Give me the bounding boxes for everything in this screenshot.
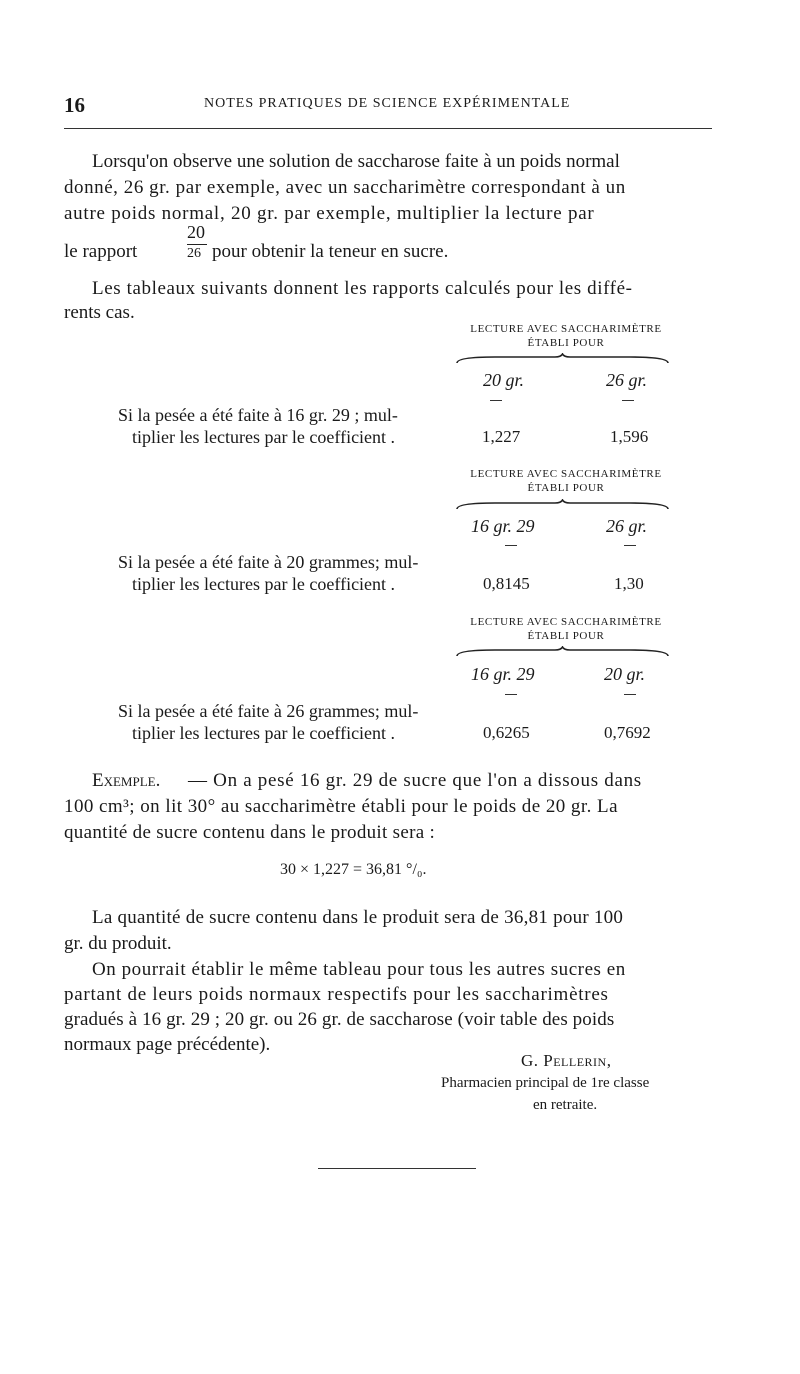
table-3-label-2: tiplier les lectures par le coefficient .	[132, 723, 396, 743]
example-line-2: 100 cm³; on lit 30° au saccharimètre établi pour le poids de 20 gr. La	[64, 796, 618, 817]
end-rule	[318, 1168, 476, 1169]
table-1-dash-1	[490, 400, 502, 401]
table-2-col-1: 16 gr. 29	[471, 516, 535, 536]
table-2-dash-2	[624, 545, 636, 546]
example-formula: 30 × 1,227 = 36,81 °/₀.	[280, 861, 427, 878]
table-1-head-1: LECTURE AVEC SACCHARIMÈTRE	[470, 323, 662, 335]
conclusion-line-4: partant de leurs poids normaux respectifs pour les saccharimètres	[64, 984, 609, 1005]
table-3-brace-icon	[455, 646, 670, 660]
tables-intro-line-2: rents cas.	[64, 302, 135, 323]
fraction-denominator: 26	[187, 246, 201, 261]
tables-intro-line-1: Les tableaux suivants donnent les rapports calculés pour les diffé-	[92, 278, 633, 299]
conclusion-line-2: gr. du produit.	[64, 933, 172, 954]
table-3-value-1: 0,6265	[483, 723, 530, 742]
header-rule	[64, 128, 712, 129]
table-1-dash-2	[622, 400, 634, 401]
table-2-label-2: tiplier les lectures par le coefficient .	[132, 574, 396, 594]
signature-role-1: Pharmacien principal de 1re classe	[441, 1075, 650, 1091]
table-1-value-1: 1,227	[482, 427, 521, 446]
intro-line-1: Lorsqu'on observe une solution de saccharose faite à un poids normal	[92, 151, 620, 172]
table-1-col-1: 20 gr.	[483, 370, 525, 390]
table-1-head-2: ÉTABLI POUR	[527, 337, 605, 349]
table-2-dash-1	[505, 545, 517, 546]
conclusion-line-3: On pourrait établir le même tableau pour tous les autres sucres en	[92, 959, 626, 980]
intro-line-2: donné, 26 gr. par exemple, avec un saccharimètre correspondant à un	[64, 177, 626, 198]
table-3-head-2: ÉTABLI POUR	[527, 630, 605, 642]
table-1-col-2: 26 gr.	[606, 370, 648, 390]
example-line-1: — On a pesé 16 gr. 29 de sucre que l'on a dissous dans	[188, 770, 642, 791]
table-1-label-2: tiplier les lectures par le coefficient .	[132, 427, 396, 447]
table-3-dash-2	[624, 694, 636, 695]
signature-role-2: en retraite.	[533, 1097, 598, 1113]
table-2-value-2: 1,30	[614, 574, 644, 593]
intro-rapport-before: le rapport	[64, 241, 138, 262]
page-number: 16	[64, 93, 85, 117]
table-2-brace-icon	[455, 499, 670, 513]
intro-rapport-after: pour obtenir la teneur en sucre.	[212, 241, 449, 262]
table-2-value-1: 0,8145	[483, 574, 530, 593]
table-2-label-1: Si la pesée a été faite à 20 grammes; mul-	[118, 552, 419, 572]
table-1-brace-icon	[455, 353, 670, 367]
table-3-value-2: 0,7692	[604, 723, 651, 742]
table-2-head-1: LECTURE AVEC SACCHARIMÈTRE	[470, 468, 662, 480]
table-3-label-1: Si la pesée a été faite à 26 grammes; mul-	[118, 701, 419, 721]
signature-name: G. Pellerin,	[521, 1051, 612, 1070]
example-label: Exemple.	[92, 770, 161, 791]
conclusion-line-6: normaux page précédente).	[64, 1034, 271, 1055]
conclusion-line-5: gradués à 16 gr. 29 ; 20 gr. ou 26 gr. de saccharose (voir table des poids	[64, 1009, 615, 1030]
example-line-3: quantité de sucre contenu dans le produit sera :	[64, 822, 436, 843]
table-1-label-1: Si la pesée a été faite à 16 gr. 29 ; mul-	[118, 405, 398, 425]
fraction-numerator: 20	[187, 222, 205, 242]
table-3-col-1: 16 gr. 29	[471, 664, 535, 684]
running-title: NOTES PRATIQUES DE SCIENCE EXPÉRIMENTALE	[204, 96, 571, 111]
table-2-head-2: ÉTABLI POUR	[527, 482, 605, 494]
table-1-value-2: 1,596	[610, 427, 649, 446]
intro-line-3: autre poids normal, 20 gr. par exemple, multiplier la lecture par	[64, 203, 595, 224]
table-3-dash-1	[505, 694, 517, 695]
conclusion-line-1: La quantité de sucre contenu dans le produit sera de 36,81 pour 100	[92, 907, 624, 928]
table-3-head-1: LECTURE AVEC SACCHARIMÈTRE	[470, 616, 662, 628]
table-2-col-2: 26 gr.	[606, 516, 648, 536]
table-3-col-2: 20 gr.	[604, 664, 646, 684]
fraction-bar	[187, 244, 207, 245]
